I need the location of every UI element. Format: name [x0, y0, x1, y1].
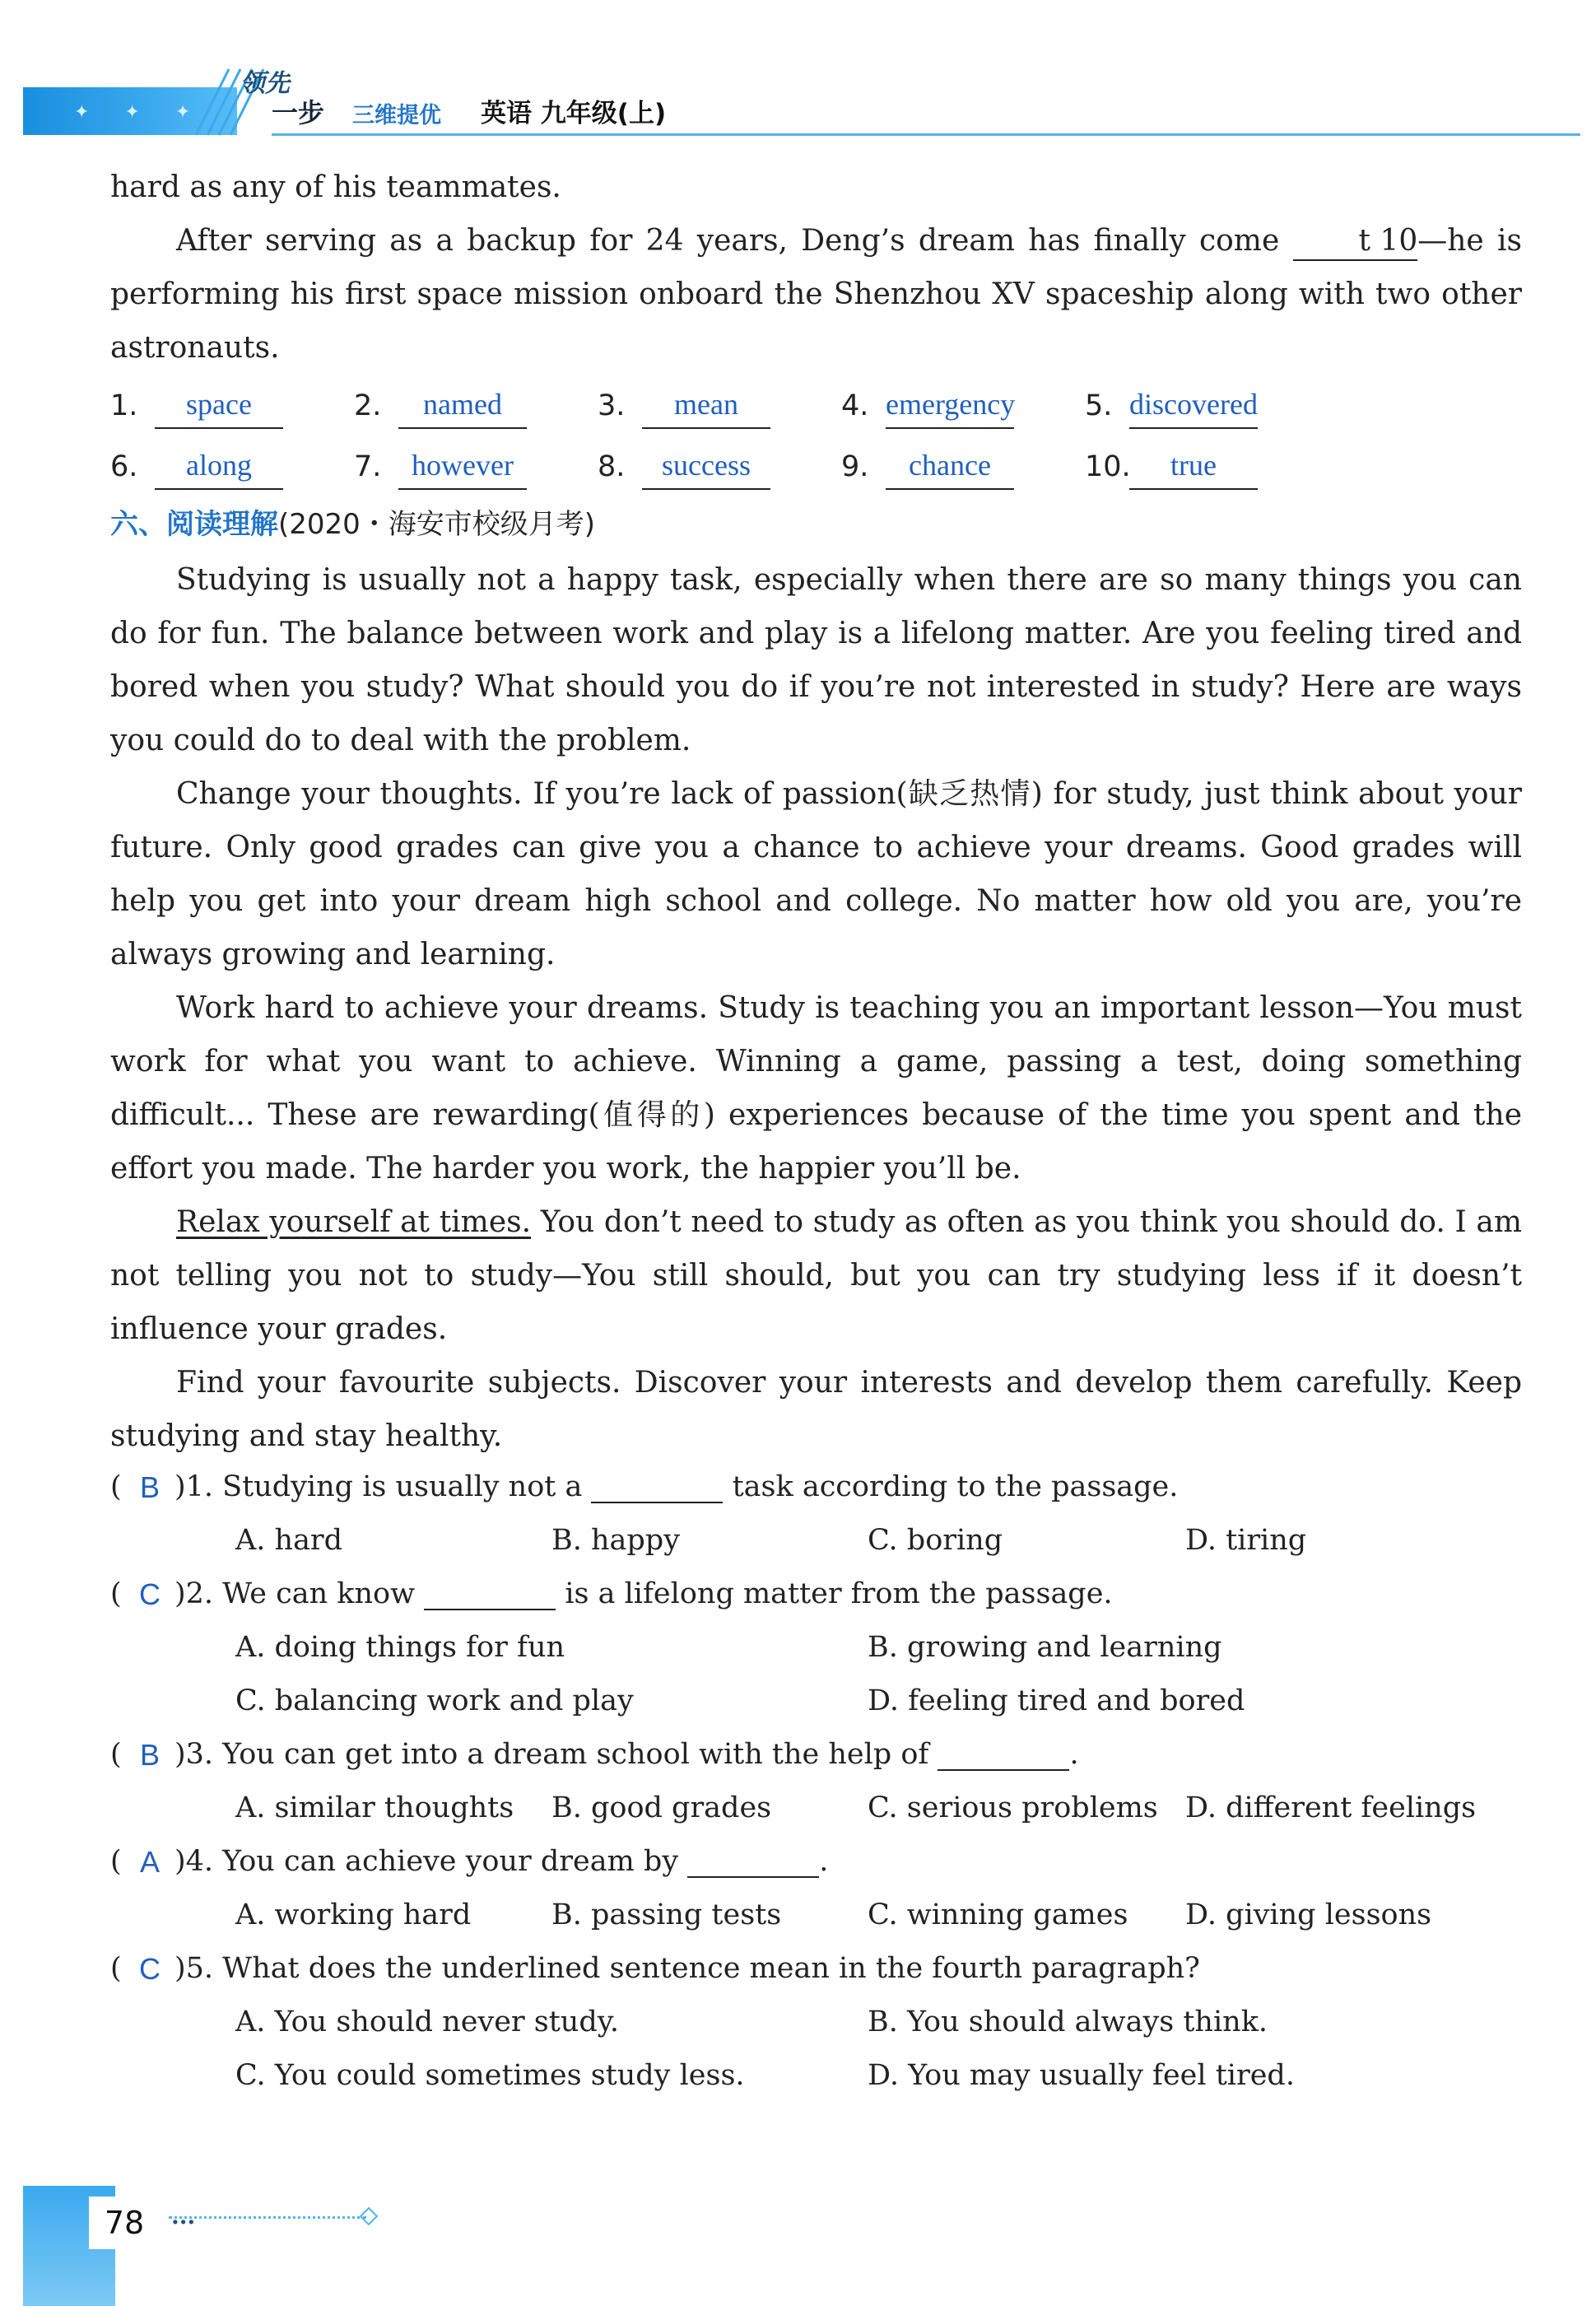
reading-paragraph-1: Studying is usually not a happy task, especially when there are so many things you can do for fun. The balance between work and play is a lifelong matter. Are you feeling tired and bored when you study? What should you do if you’re not interested in study? Here are ways you could do to deal with the problem.	[110, 563, 1522, 757]
option-b: B. happy	[551, 1524, 680, 1557]
underlined-sentence: Relax yourself at times.	[176, 1205, 532, 1239]
passage-paragraph	[110, 214, 1522, 375]
option-b: B. growing and learning	[868, 1631, 1222, 1664]
reading-passage	[110, 553, 1522, 1463]
answer-letter: A	[139, 1845, 160, 1879]
question-3	[110, 1731, 1522, 1785]
reading-paragraph-5: Find your favourite subjects. Discover your interests and develop them carefully. Keep studying and stay healthy.	[110, 1366, 1522, 1453]
question-stem	[174, 1470, 1178, 1503]
passage-line: hard as any of his teammates.	[110, 170, 561, 204]
page-header	[0, 0, 1596, 144]
option-b: B. You should always think.	[868, 2006, 1268, 2038]
options-row	[110, 1678, 1522, 1731]
stem-text: )2. We can know	[174, 1577, 425, 1610]
question-stem	[174, 1952, 1200, 1985]
stem-text: .	[819, 1845, 829, 1878]
option-d: D. different feelings	[1185, 1791, 1477, 1824]
page-number: 78	[89, 2197, 160, 2249]
option-a: A. doing things for fun	[235, 1631, 565, 1664]
option-d: D. giving lessons	[1185, 1898, 1432, 1931]
answer-number: 5.	[1085, 389, 1113, 422]
answer-value: named	[398, 381, 527, 429]
answer-number: 3.	[598, 389, 626, 422]
stem-text: )4. You can achieve your dream by	[174, 1845, 688, 1878]
answer-number: 6.	[110, 450, 138, 483]
option-d: D. tiring	[1185, 1524, 1307, 1557]
stem-text: )3. You can get into a dream school with the help of	[174, 1738, 938, 1771]
question-stem	[174, 1845, 828, 1878]
answer-number: 1.	[110, 389, 138, 422]
question-stem	[174, 1577, 1113, 1610]
answer-value: success	[642, 442, 770, 490]
reading-paragraph-4	[110, 1195, 1522, 1356]
answer-row	[110, 442, 1345, 503]
option-b: B. passing tests	[551, 1898, 782, 1931]
paragraph-text: You don’t need to study as often as you think you should do. I am not telling you not to study—You still should, but you can try studying less if it doesn’t influence your grades.	[110, 1205, 1522, 1346]
stem-text: )5. What does the underlined sentence mean in the fourth paragraph?	[174, 1952, 1200, 1985]
footer-dots-lead: ...	[171, 2202, 196, 2229]
answer-number: 9.	[841, 450, 869, 483]
answer-value: however	[398, 442, 527, 490]
question-stem	[174, 1738, 1079, 1771]
option-c: C. serious problems	[868, 1791, 1158, 1824]
option-c: C. You could sometimes study less.	[235, 2059, 745, 2092]
question-blank	[687, 1848, 819, 1878]
question-blank	[938, 1741, 1069, 1771]
passage-continuation	[110, 161, 1522, 375]
question-list	[110, 1464, 1522, 2106]
passage-blank-10: t 10	[1293, 223, 1418, 261]
header-rule	[272, 133, 1580, 136]
options-row	[110, 1517, 1522, 1571]
option-d: D. You may usually feel tired.	[868, 2059, 1295, 2092]
option-a: A. hard	[235, 1524, 343, 1557]
reading-paragraph-2: Change your thoughts. If you’re lack of passion(缺乏热情) for study, just think about your future. Only good grades can give you a chance to achieve your dreams. Good grades will help you get into your dream high school and college. No matter how old you are, you’re always growing and learning.	[110, 777, 1522, 971]
section-source: (2020・海安市校级月考)	[278, 508, 596, 541]
question-2	[110, 1571, 1522, 1624]
answer-letter: B	[139, 1470, 160, 1504]
question-blank	[424, 1581, 556, 1610]
answer-number: 8.	[598, 450, 626, 483]
answer-letter: B	[139, 1738, 160, 1772]
option-c: C. winning games	[868, 1898, 1128, 1931]
option-a: A. similar thoughts	[235, 1791, 514, 1824]
section-heading	[110, 504, 595, 545]
answer-number: 10.	[1085, 450, 1131, 483]
answer-number: 2.	[354, 389, 382, 422]
question-blank	[591, 1474, 723, 1503]
stem-text: )1. Studying is usually not a	[174, 1470, 592, 1503]
brand-slogan: 三维提优	[352, 103, 441, 128]
option-a: A. You should never study.	[235, 2006, 619, 2038]
footer-diamond-icon	[360, 2207, 379, 2226]
answer-paren-open: (	[110, 1470, 122, 1503]
question-5	[110, 1945, 1522, 1999]
option-c: C. boring	[868, 1524, 1003, 1557]
option-d: D. feeling tired and bored	[868, 1684, 1245, 1717]
book-title: 英语 九年级(上)	[481, 99, 667, 128]
section-title: 六、阅读理解	[110, 508, 278, 541]
options-row	[110, 1785, 1522, 1838]
options-row	[110, 2052, 1522, 2106]
answer-value: emergency	[886, 381, 1014, 429]
answer-number: 4.	[841, 389, 869, 422]
answer-row	[110, 381, 1345, 442]
header-star-dots: ✦ ✦ ✦	[74, 102, 206, 123]
answer-letter: C	[139, 1952, 161, 1986]
passage-text: After serving as a backup for 24 years, Deng’s dream has finally come	[176, 224, 1293, 258]
options-row	[110, 1999, 1522, 2052]
stem-text: .	[1069, 1738, 1079, 1771]
answer-paren-open: (	[110, 1952, 122, 1985]
answer-number: 7.	[354, 450, 382, 483]
brand-bottom-text: 一步	[272, 97, 325, 128]
question-1	[110, 1464, 1522, 1517]
answer-value: discovered	[1129, 381, 1258, 429]
answer-value: mean	[642, 381, 770, 429]
options-row	[110, 1624, 1522, 1678]
answer-value: space	[155, 381, 283, 429]
answer-paren-open: (	[110, 1577, 122, 1610]
passage-text: —he is performing his first space mission onboard the Shenzhou XV spaceship along with two other astronauts.	[110, 224, 1522, 365]
stem-text: task according to the passage.	[723, 1470, 1179, 1503]
footer-dotted-rule	[169, 2216, 366, 2219]
option-c: C. balancing work and play	[235, 1684, 634, 1717]
reading-paragraph-3: Work hard to achieve your dreams. Study is teaching you an important lesson—You must work for what you want to achieve. Winning a game, passing a test, doing something difficult... These are rewarding(值得的) experiences because of the time you spent and the effort you made. The harder you work, the happier you’ll be.	[110, 991, 1522, 1186]
option-a: A. working hard	[235, 1898, 472, 1931]
answer-paren-open: (	[110, 1738, 122, 1771]
answer-value: chance	[886, 442, 1014, 490]
answer-value: true	[1129, 442, 1258, 490]
option-b: B. good grades	[551, 1791, 772, 1824]
question-4	[110, 1838, 1522, 1892]
answer-letter: C	[139, 1577, 161, 1611]
stem-text: is a lifelong matter from the passage.	[556, 1577, 1113, 1610]
options-row	[110, 1892, 1522, 1945]
answer-paren-open: (	[110, 1845, 122, 1878]
answer-value: along	[155, 442, 283, 490]
brand-top-text: 领先	[240, 69, 290, 98]
answer-grid	[110, 381, 1345, 503]
